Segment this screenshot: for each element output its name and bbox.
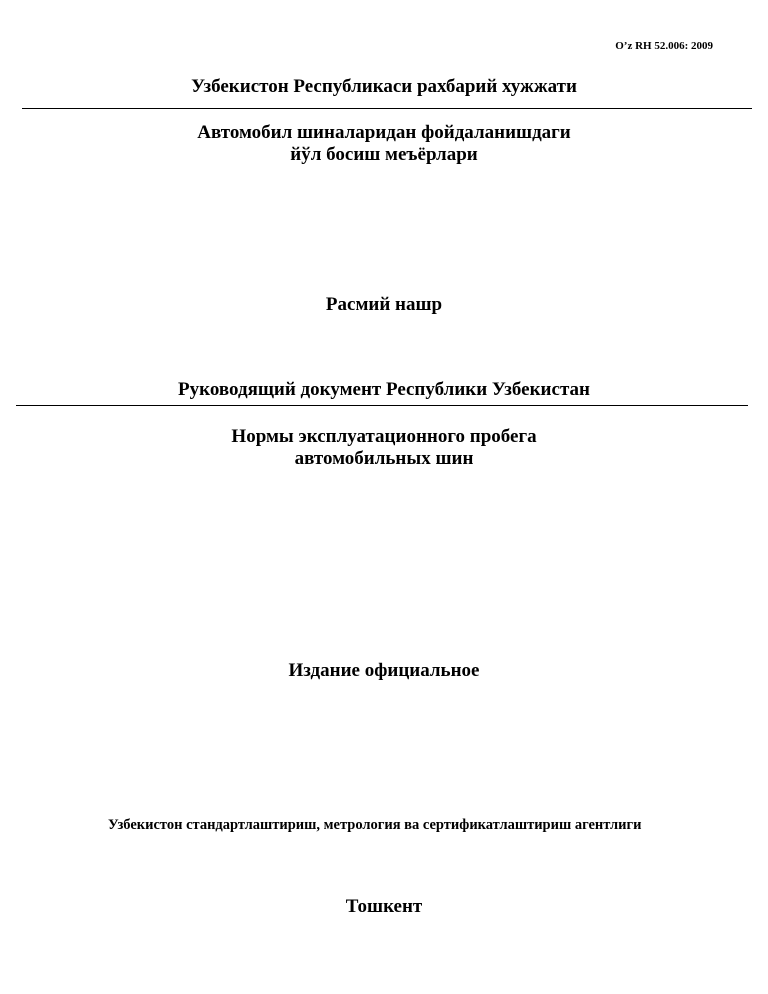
- uz-official-edition: Расмий нашр: [325, 294, 443, 315]
- city: Тошкент: [345, 896, 423, 917]
- uz-title-line1: Автомобил шиналаридан фойдаланишдаги: [197, 122, 571, 143]
- document-code: O’z RH 52.006: 2009: [615, 40, 713, 52]
- ru-heading: Руководящий документ Республики Узбекистан: [178, 379, 590, 400]
- agency-name: Узбекистон стандартлаштириш, метрология ва сертификатлаштириш агентлиги: [108, 817, 642, 833]
- uz-heading-rule: [22, 108, 752, 109]
- ru-title-line1: Нормы эксплуатационного пробега: [231, 426, 537, 447]
- uz-title: [0, 122, 768, 166]
- ru-title: [0, 426, 768, 470]
- ru-title-line2: автомобильных шин: [294, 448, 474, 469]
- uz-heading: Узбекистон Республикаси рахбарий хужжати: [191, 76, 577, 97]
- ru-official-edition: Издание официальное: [288, 660, 480, 681]
- uz-title-line2: йўл босиш меъёрлари: [290, 144, 478, 165]
- ru-heading-rule: [16, 405, 748, 406]
